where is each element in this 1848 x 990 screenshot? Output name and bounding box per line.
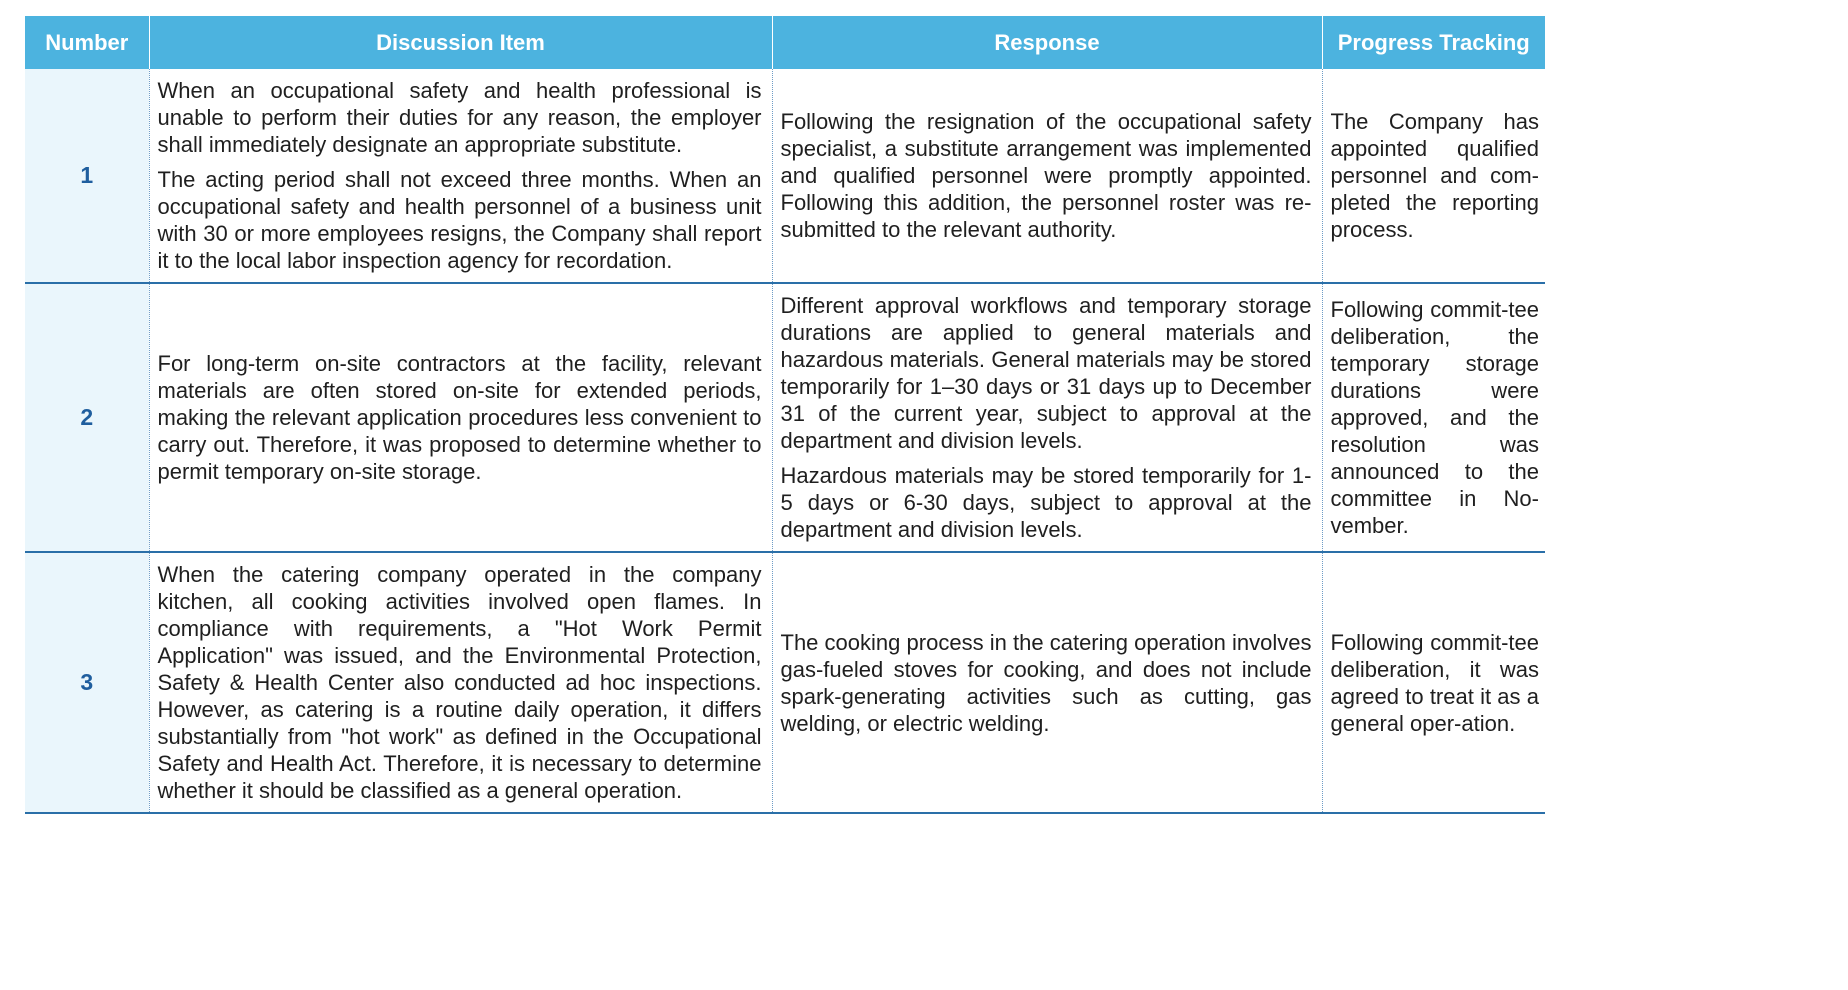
response-paragraph: Hazardous materials may be stored temporarily for 1-5 days or 6-30 days, subject to approval at the department and division levels. <box>780 463 1312 542</box>
response-cell <box>772 283 1322 552</box>
row-number: 1 <box>25 69 149 283</box>
discussion-table <box>25 16 1545 814</box>
progress-tracking-cell <box>1322 552 1545 813</box>
table-row <box>25 552 1545 813</box>
discussion-item-paragraph: When an occupational safety and health professional is unable to perform their duties for any reason, the employer shall immediately designate an appropriate substitute. <box>157 78 762 157</box>
discussion-item-cell <box>149 552 772 813</box>
discussion-item-paragraph: The acting period shall not exceed three months. When an occupational safety and health personnel of a business unit with 30 or more employees resigns, the Company shall report it to the local labor inspection agency for recordation. <box>157 167 762 273</box>
response-paragraph: The cooking process in the catering operation involves gas-fueled stoves for cooking, and does not include spark-generating activities such as cutting, gas welding, or electric welding. <box>780 629 1312 736</box>
row-number: 3 <box>25 552 149 813</box>
response-cell <box>772 552 1322 813</box>
header-response: Response <box>772 16 1322 69</box>
progress-tracking-text: Following commit-tee deliberation, the temporary storage durations were approved, and the resolution was announced to the committee in No-vember. <box>1330 297 1539 538</box>
response-paragraph: Different approval workflows and temporary storage durations are applied to general materials and hazardous materials. General materials may be stored temporarily for 1–30 days or 31 days up to December 31 of the current year, subject to approval at the department and division levels. <box>780 293 1312 453</box>
table-header <box>25 16 1545 69</box>
row-number: 2 <box>25 283 149 552</box>
progress-tracking-text: Following commit-tee deliberation, it was agreed to treat it as a general oper-ation. <box>1330 629 1539 736</box>
header-row <box>25 16 1545 69</box>
discussion-item-paragraph: For long-term on-site contractors at the facility, relevant materials are often stored on-site for extended periods, making the relevant application procedures less convenient to carry out. Therefore, it was proposed to determine whether to permit temporary on-site storage. <box>157 351 762 484</box>
table-row <box>25 69 1545 283</box>
discussion-table-container <box>25 16 1545 814</box>
discussion-item-cell <box>149 283 772 552</box>
header-progress-tracking: Progress Tracking <box>1322 16 1545 69</box>
discussion-item-cell <box>149 69 772 283</box>
discussion-item-paragraph: When the catering company operated in the company kitchen, all cooking activities involved open flames. In compliance with requirements, a "Hot Work Permit Application" was issued, and the Environmental Protection, Safety & Health Center also conducted ad hoc inspections. However, as catering is a routine daily operation, it differs substantially from "hot work" as defined in the Occupational Safety and Health Act. Therefore, it is necessary to determine whether it should be classified as a general operation. <box>157 562 762 803</box>
table-row <box>25 283 1545 552</box>
progress-tracking-cell <box>1322 283 1545 552</box>
table-body <box>25 69 1545 813</box>
progress-tracking-cell <box>1322 69 1545 283</box>
header-discussion-item: Discussion Item <box>149 16 772 69</box>
response-cell <box>772 69 1322 283</box>
header-number: Number <box>25 16 149 69</box>
response-paragraph: Following the resignation of the occupational safety specialist, a substitute arrangement was implemented and qualified personnel were promptly appointed. Following this addition, the personnel roster was re-submitted to the relevant authority. <box>780 109 1312 242</box>
progress-tracking-text: The Company has appointed qualified personnel and com-pleted the reporting process. <box>1330 109 1539 242</box>
